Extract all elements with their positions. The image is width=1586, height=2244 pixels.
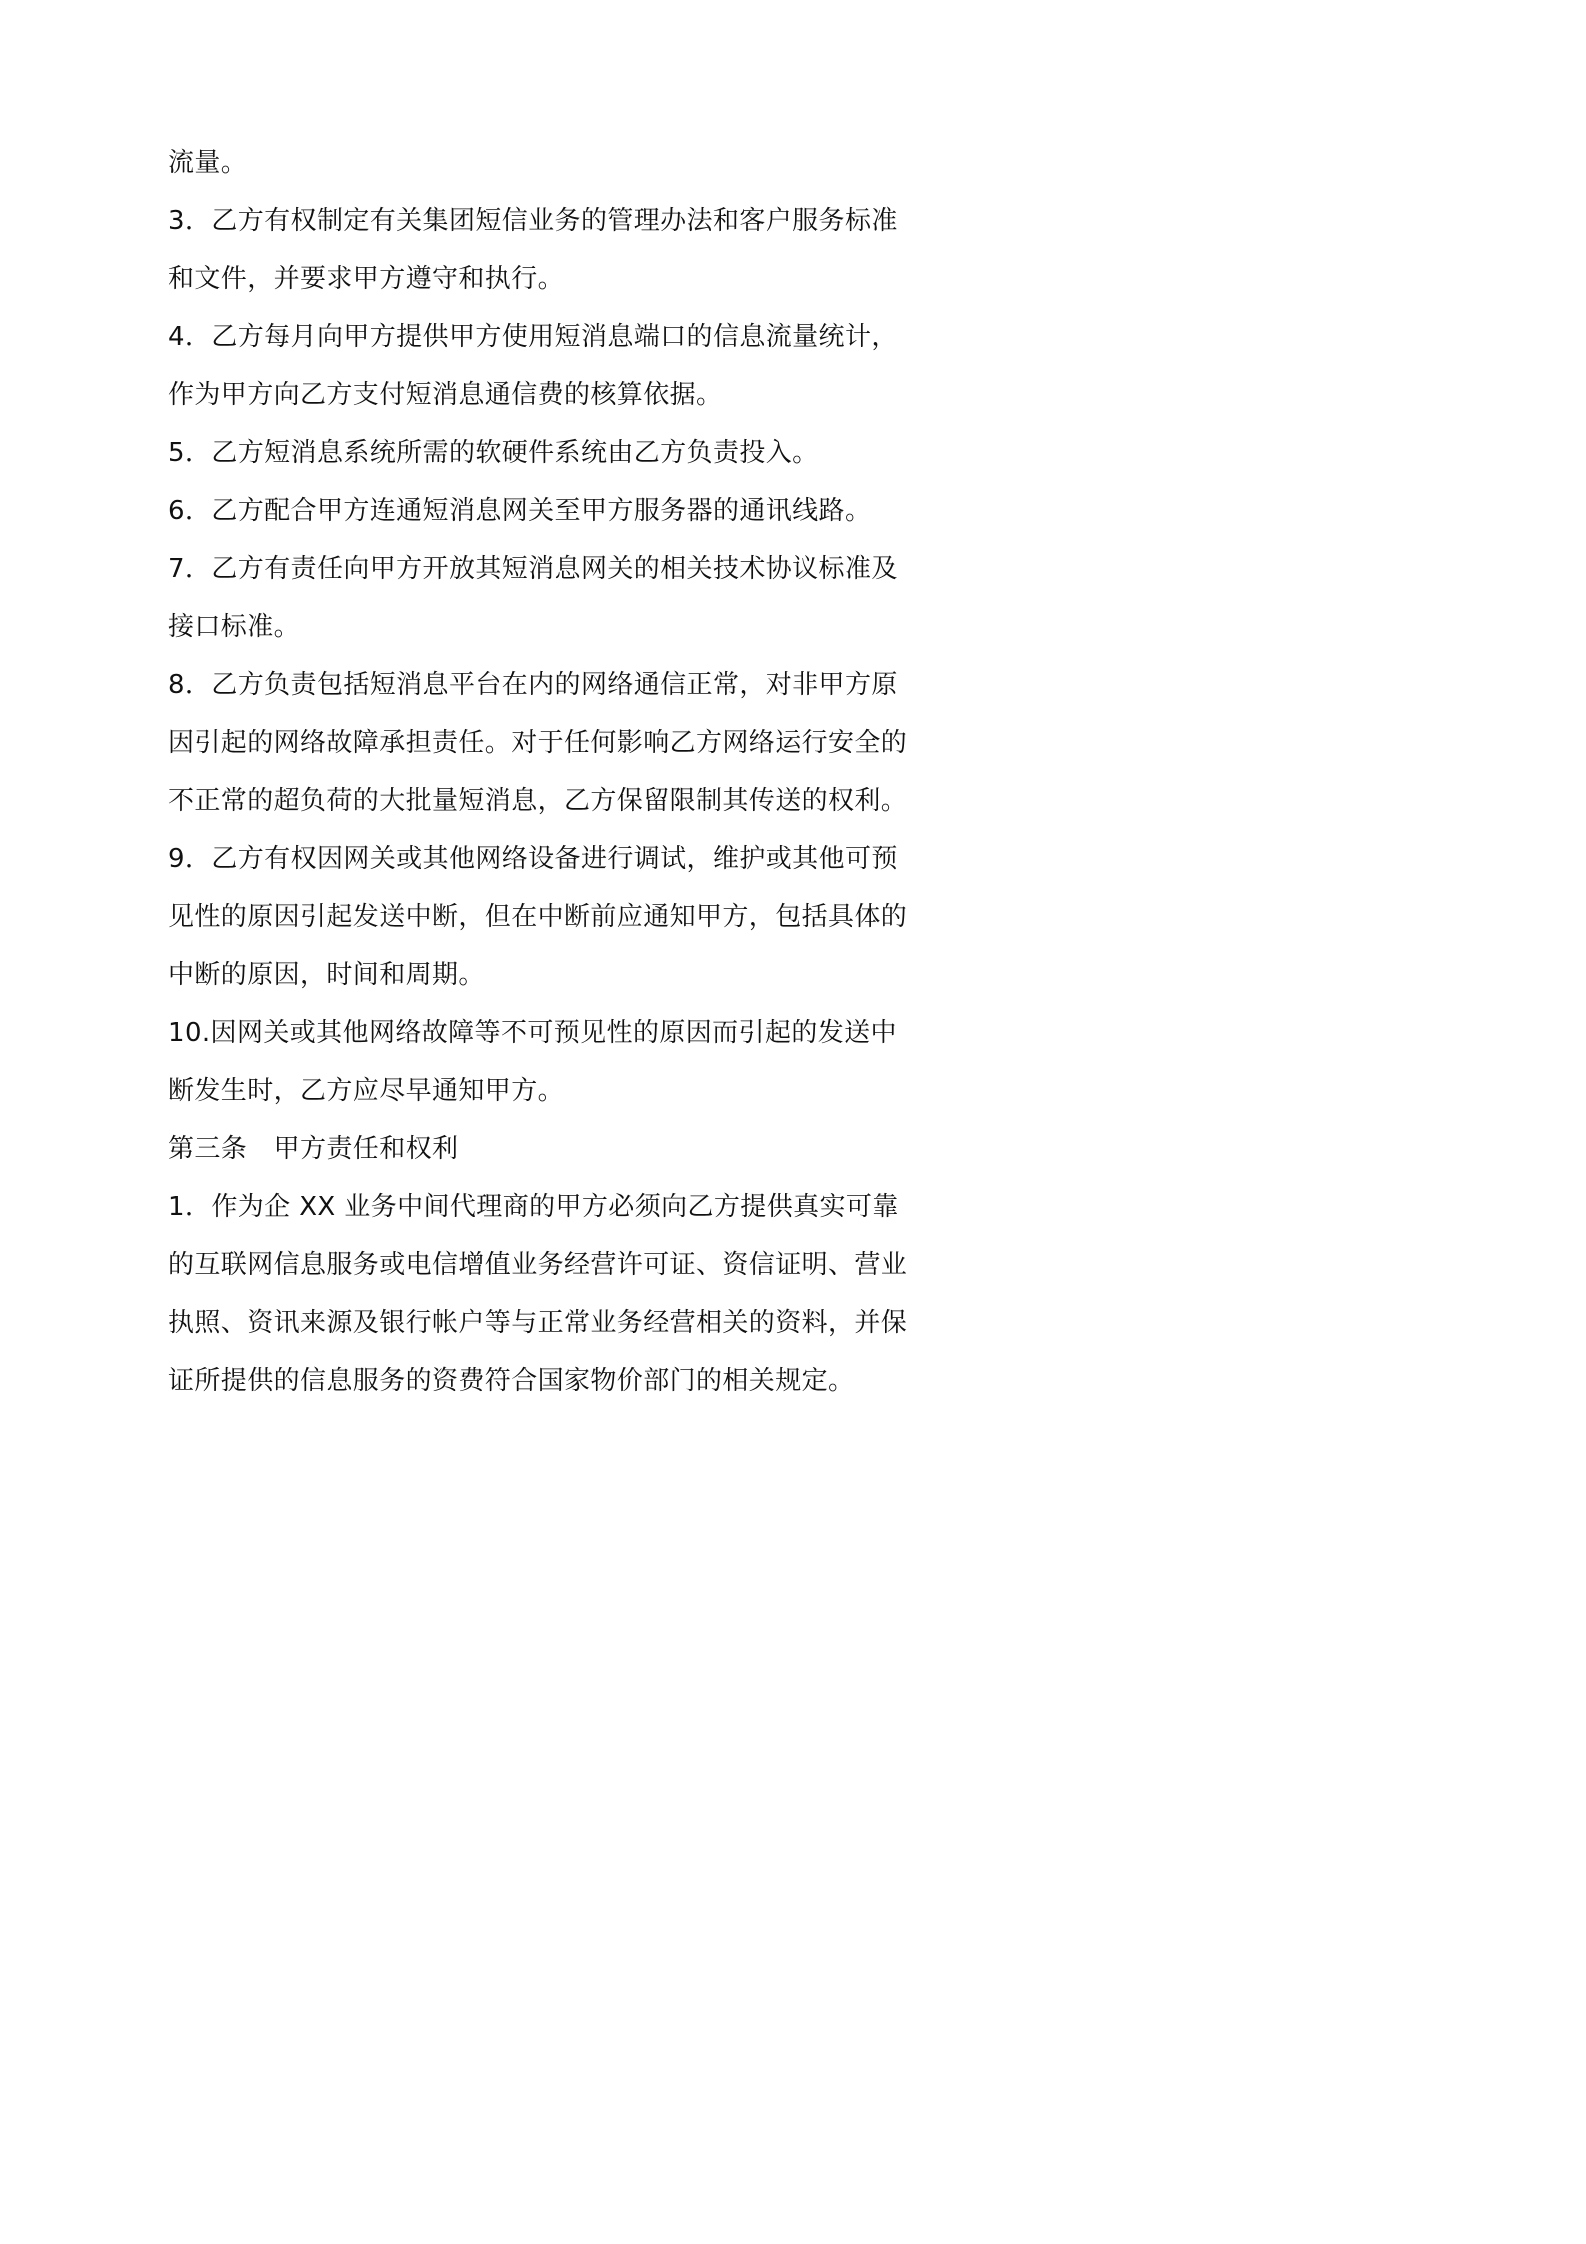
text-line: 9．乙方有权因网关或其他网络设备进行调试，维护或其他可预 <box>168 844 898 874</box>
text-line: 执照、资讯来源及银行帐户等与正常业务经营相关的资料，并保 <box>168 1308 908 1338</box>
text-line: 的互联网信息服务或电信增值业务经营许可证、资信证明、营业 <box>168 1250 908 1280</box>
text-line: 作为甲方向乙方支付短消息通信费的核算依据。 <box>168 380 723 410</box>
text-line: 流量。 <box>168 148 248 178</box>
text-line: 8．乙方负责包括短消息平台在内的网络通信正常，对非甲方原 <box>168 670 898 700</box>
text-line: 和文件，并要求甲方遵守和执行。 <box>168 264 565 294</box>
text-line: 10.因网关或其他网络故障等不可预见性的原因而引起的发送中 <box>168 1018 897 1048</box>
text-line: 见性的原因引起发送中断，但在中断前应通知甲方，包括具体的 <box>168 902 908 932</box>
text-line: 断发生时，乙方应尽早通知甲方。 <box>168 1076 565 1106</box>
text-line: 3．乙方有权制定有关集团短信业务的管理办法和客户服务标准 <box>168 206 898 236</box>
section-heading: 第三条 甲方责任和权利 <box>168 1134 459 1164</box>
text-line: 4．乙方每月向甲方提供甲方使用短消息端口的信息流量统计， <box>168 322 898 352</box>
text-line: 不正常的超负荷的大批量短消息，乙方保留限制其传送的权利。 <box>168 786 908 816</box>
text-line: 接口标准。 <box>168 612 301 642</box>
text-line: 6．乙方配合甲方连通短消息网关至甲方服务器的通讯线路。 <box>168 496 872 526</box>
text-line: 1．作为企 XX 业务中间代理商的甲方必须向乙方提供真实可靠 <box>168 1192 899 1222</box>
text-line: 因引起的网络故障承担责任。对于任何影响乙方网络运行安全的 <box>168 728 908 758</box>
text-line: 5．乙方短消息系统所需的软硬件系统由乙方负责投入。 <box>168 438 819 468</box>
text-line: 7．乙方有责任向甲方开放其短消息网关的相关技术协议标准及 <box>168 554 898 584</box>
document-page <box>0 0 1097 1552</box>
document-body <box>168 134 948 1410</box>
text-line: 中断的原因，时间和周期。 <box>168 960 485 990</box>
text-line: 证所提供的信息服务的资费符合国家物价部门的相关规定。 <box>168 1366 855 1396</box>
